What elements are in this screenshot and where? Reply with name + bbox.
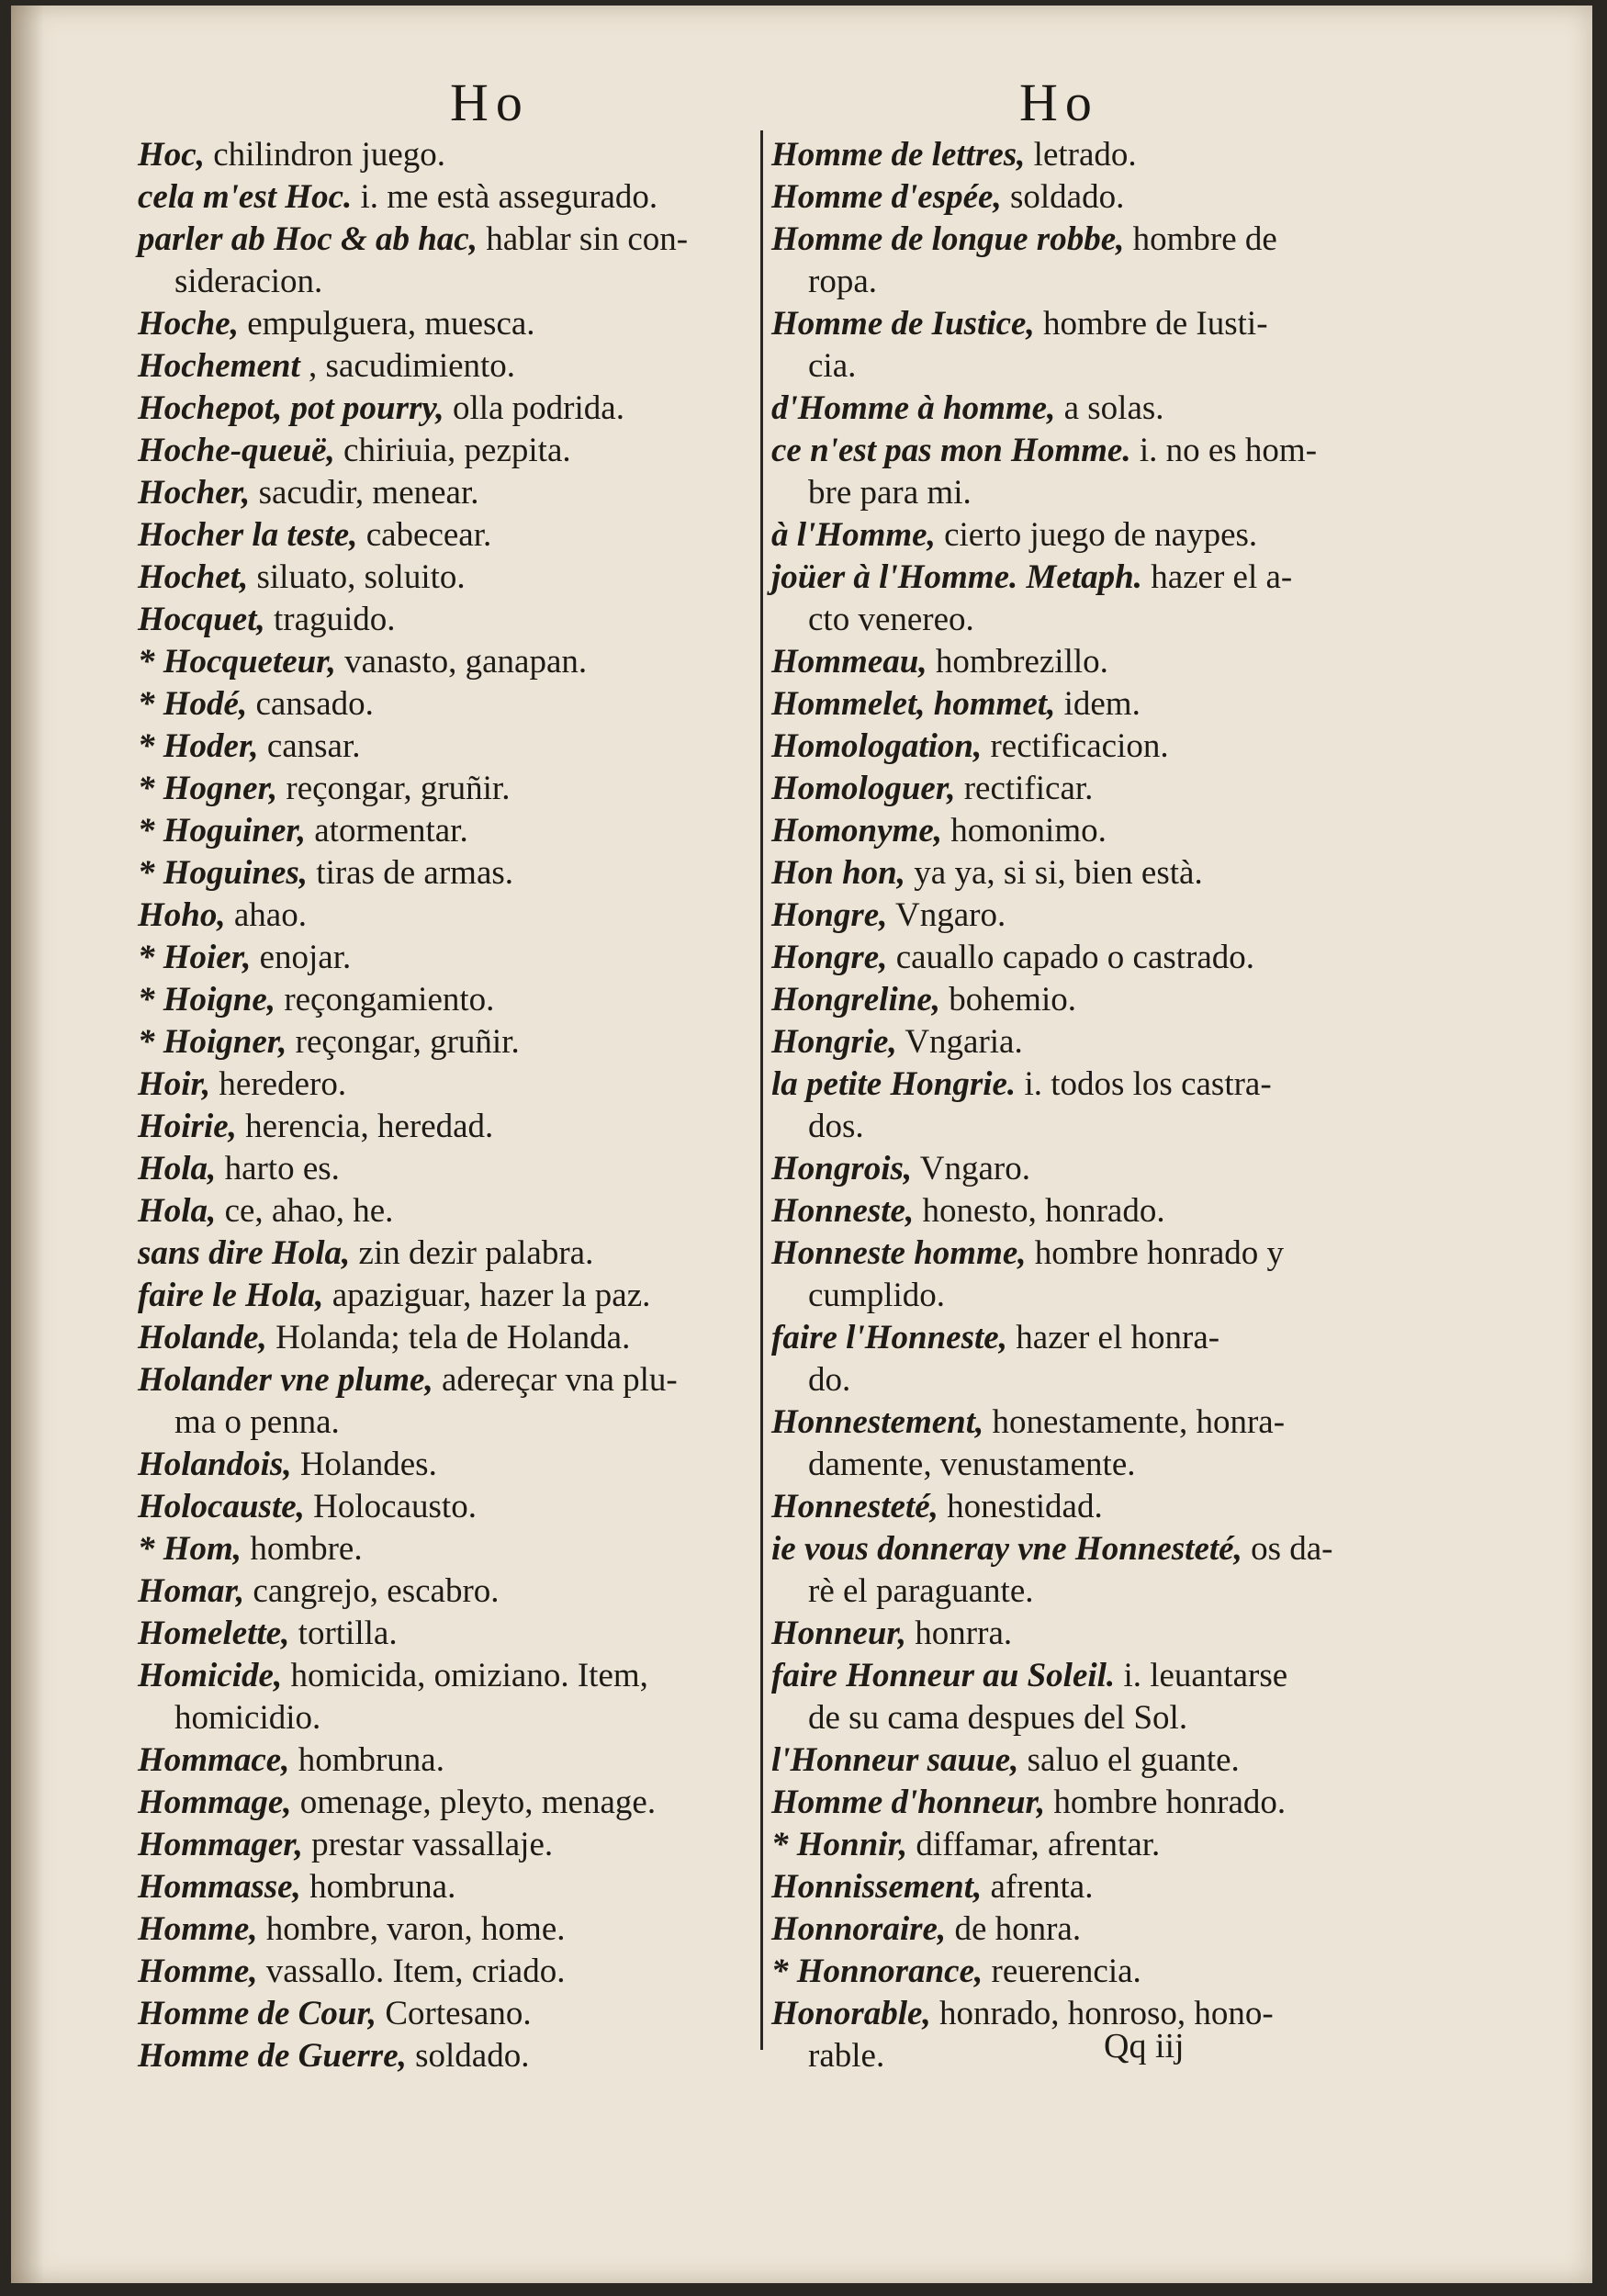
entry-translation: hazer el a-	[1151, 558, 1293, 596]
dictionary-entry	[138, 557, 771, 599]
dictionary-entry	[138, 852, 771, 895]
dictionary-entry	[771, 1359, 1385, 1401]
dictionary-entry	[771, 1486, 1385, 1528]
entry-translation: cabecear.	[365, 516, 492, 554]
dictionary-entry	[771, 1528, 1385, 1570]
entry-translation: honesto, honrado.	[922, 1192, 1165, 1230]
entry-translation: letrado.	[1033, 136, 1137, 174]
entry-translation: cto venereo.	[808, 601, 974, 638]
entry-translation: Cortesano.	[385, 1995, 532, 2032]
entry-headword: Homelette,	[138, 1615, 290, 1652]
entry-translation: hombre de Iusti-	[1042, 305, 1268, 343]
entry-translation: apaziguar, hazer la paz.	[332, 1277, 651, 1314]
entry-headword: Hoho,	[138, 896, 226, 934]
dictionary-entry	[138, 1359, 771, 1401]
dictionary-entry	[771, 345, 1385, 388]
dictionary-entry	[138, 1613, 771, 1655]
entry-headword: Hocquet,	[138, 601, 265, 638]
entry-translation: a solas.	[1063, 389, 1164, 427]
entry-headword: Homme de Cour,	[138, 1995, 377, 2032]
dictionary-entry	[138, 1021, 771, 1064]
entry-headword: Hoche-queuë,	[138, 432, 335, 469]
entry-headword: * Hocqueteur,	[138, 643, 336, 681]
entry-headword: ce n'est pas mon Homme.	[771, 432, 1131, 469]
entry-translation: omenage, pleyto, menage.	[299, 1784, 657, 1821]
dictionary-entry	[771, 1951, 1385, 1993]
dictionary-entry	[771, 1824, 1385, 1866]
entry-headword: Homme d'honneur,	[771, 1784, 1046, 1821]
entry-translation: zin dezir palabra.	[358, 1234, 594, 1272]
dictionary-entry	[138, 810, 771, 852]
entry-headword: * Hoier,	[138, 939, 252, 976]
entry-translation: ahao.	[233, 896, 307, 934]
entry-translation: hombrezillo.	[935, 643, 1108, 681]
entry-headword: * Hoder,	[138, 727, 259, 765]
entry-translation: cia.	[808, 347, 857, 385]
dictionary-entry	[138, 1232, 771, 1275]
entry-headword: Hommage,	[138, 1784, 292, 1821]
dictionary-entry	[771, 1613, 1385, 1655]
entry-headword: * Honnorance,	[771, 1953, 983, 1990]
dictionary-entry	[771, 726, 1385, 768]
entry-headword: faire le Hola,	[138, 1277, 324, 1314]
entry-translation: i. todos los castra-	[1024, 1065, 1272, 1103]
dictionary-entry	[771, 641, 1385, 683]
dictionary-entry	[138, 1486, 771, 1528]
dictionary-entry	[771, 1697, 1385, 1739]
entry-headword: Homme,	[138, 1910, 258, 1948]
entry-translation: tiras de armas.	[316, 854, 514, 892]
entry-headword: * Hoigne,	[138, 981, 276, 1019]
entry-headword: * Hogner,	[138, 770, 278, 807]
dictionary-entry	[138, 1275, 771, 1317]
dictionary-entry	[138, 979, 771, 1021]
entry-headword: Hola,	[138, 1150, 217, 1187]
entry-translation: reuerencia.	[991, 1953, 1141, 1990]
entry-translation: hombre, varon, home.	[265, 1910, 566, 1948]
entry-headword: Hoirie,	[138, 1108, 237, 1145]
dictionary-entry	[138, 1444, 771, 1486]
entry-translation: Holanda; tela de Holanda.	[275, 1319, 631, 1356]
dictionary-entry	[138, 937, 771, 979]
entry-translation: chilindron juego.	[213, 136, 445, 174]
dictionary-entry	[138, 345, 771, 388]
entry-translation: prestar vassallaje.	[311, 1826, 554, 1863]
dictionary-entry	[138, 1655, 771, 1697]
entry-translation: rectificar.	[963, 770, 1094, 807]
dictionary-entry	[771, 1908, 1385, 1951]
entry-translation: hombre de	[1132, 220, 1277, 258]
dictionary-entry	[138, 1993, 771, 2035]
entry-headword: joüer à l'Homme. Metaph.	[771, 558, 1142, 596]
dictionary-entry	[771, 1739, 1385, 1782]
entry-headword: sans dire Hola,	[138, 1234, 351, 1272]
dictionary-entry	[138, 303, 771, 345]
column-rule	[760, 130, 763, 2050]
dictionary-entry	[138, 895, 771, 937]
dictionary-entry	[771, 599, 1385, 641]
dictionary-entry	[138, 1951, 771, 1993]
entry-translation: enojar.	[259, 939, 352, 976]
dictionary-entry	[138, 176, 771, 219]
dictionary-entry	[771, 1021, 1385, 1064]
entry-headword: Hochement	[138, 347, 300, 385]
entry-translation: os da-	[1251, 1530, 1333, 1568]
dictionary-entry	[138, 599, 771, 641]
dictionary-entry	[771, 514, 1385, 557]
entry-headword: Hoc,	[138, 136, 205, 174]
dictionary-entry	[771, 1148, 1385, 1190]
entry-translation: saluo el guante.	[1027, 1741, 1240, 1779]
entry-headword: Holander vne plume,	[138, 1361, 433, 1399]
entry-translation: Vngaria.	[905, 1023, 1023, 1061]
signature-mark: Qq iij	[1104, 2027, 1185, 2065]
entry-headword: Homme,	[138, 1953, 258, 1990]
dictionary-entry	[771, 1401, 1385, 1444]
dictionary-entry	[138, 1697, 771, 1739]
entry-translation: hombruna.	[298, 1741, 444, 1779]
dictionary-entry	[138, 1106, 771, 1148]
entry-translation: herencia, heredad.	[245, 1108, 494, 1145]
entry-translation: ce, ahao, he.	[224, 1192, 394, 1230]
dictionary-entry	[771, 303, 1385, 345]
entry-headword: Homme de longue robbe,	[771, 220, 1125, 258]
entry-headword: cela m'est Hoc.	[138, 178, 353, 216]
entry-headword: Honneste homme,	[771, 1234, 1027, 1272]
entry-headword: d'Homme à homme,	[771, 389, 1056, 427]
dictionary-entry	[138, 726, 771, 768]
dictionary-entry	[138, 1739, 771, 1782]
entry-headword: la petite Hongrie.	[771, 1065, 1017, 1103]
entry-translation: siluato, soluito.	[256, 558, 466, 596]
dictionary-entry	[138, 1824, 771, 1866]
dictionary-entry	[138, 768, 771, 810]
dictionary-entry	[771, 557, 1385, 599]
dictionary-entry	[771, 1570, 1385, 1613]
entry-translation: hombre honrado.	[1053, 1784, 1287, 1821]
entry-translation: olla podrida.	[452, 389, 624, 427]
entry-translation: rectificacion.	[990, 727, 1169, 765]
entry-translation: homonimo.	[950, 812, 1107, 850]
dictionary-entry	[771, 2035, 1385, 2077]
entry-translation: Holandes.	[299, 1446, 437, 1483]
entry-headword: Homicide,	[138, 1657, 283, 1694]
dictionary-entry	[138, 683, 771, 726]
entry-headword: Honneur,	[771, 1615, 907, 1652]
entry-translation: rable.	[808, 2037, 885, 2075]
entry-headword: Honneste,	[771, 1192, 915, 1230]
dictionary-entry	[138, 1317, 771, 1359]
entry-headword: Honnissement,	[771, 1868, 983, 1906]
entry-translation: homicidio.	[174, 1699, 321, 1737]
right-column	[771, 134, 1385, 2077]
entry-headword: Hoche,	[138, 305, 239, 343]
entry-translation: hombre.	[250, 1530, 363, 1568]
entry-translation: diffamar, afrentar.	[916, 1826, 1161, 1863]
dictionary-entry	[771, 1190, 1385, 1232]
entry-headword: Honnestement,	[771, 1403, 984, 1441]
dictionary-entry	[771, 134, 1385, 176]
entry-translation: i. no es hom-	[1139, 432, 1318, 469]
entry-translation: i. leuantarse	[1123, 1657, 1288, 1694]
left-column	[138, 134, 771, 2077]
dictionary-entry	[771, 430, 1385, 472]
entry-translation: hombre honrado y	[1034, 1234, 1285, 1272]
entry-translation: reçongar, gruñir.	[295, 1023, 520, 1061]
entry-translation: vassallo. Item, criado.	[265, 1953, 566, 1990]
entry-headword: Hongreline,	[771, 981, 940, 1019]
entry-translation: Vngaro.	[919, 1150, 1030, 1187]
dictionary-entry	[771, 895, 1385, 937]
dictionary-entry	[771, 979, 1385, 1021]
entry-headword: * Honnir,	[771, 1826, 908, 1863]
entry-translation: adereçar vna plu-	[441, 1361, 678, 1399]
entry-translation: hombruna.	[309, 1868, 456, 1906]
entry-headword: Hochet,	[138, 558, 249, 596]
entry-headword: ie vous donneray vne Honnesteté,	[771, 1530, 1242, 1568]
dictionary-entry	[138, 1866, 771, 1908]
dictionary-entry	[771, 937, 1385, 979]
dictionary-entry	[771, 1106, 1385, 1148]
entry-translation: cangrejo, escabro.	[253, 1572, 500, 1610]
entry-translation: chiriuia, pezpita.	[343, 432, 571, 469]
entry-translation: reçongamiento.	[284, 981, 495, 1019]
entry-headword: Honnesteté,	[771, 1488, 938, 1525]
entry-headword: Hon hon,	[771, 854, 906, 892]
entry-translation: honestamente, honra-	[992, 1403, 1286, 1441]
entry-translation: bohemio.	[949, 981, 1076, 1019]
entry-translation: harto es.	[224, 1150, 340, 1187]
entry-translation: cansado.	[255, 685, 374, 723]
entry-headword: Hommeau,	[771, 643, 927, 681]
entry-translation: bre para mi.	[808, 474, 972, 512]
entry-translation: heredero.	[219, 1065, 347, 1103]
entry-headword: * Hoguiner,	[138, 812, 306, 850]
dictionary-entry	[138, 1401, 771, 1444]
entry-headword: Homme d'espée,	[771, 178, 1002, 216]
dictionary-entry	[138, 514, 771, 557]
entry-translation: Vngaro.	[895, 896, 1006, 934]
entry-translation: cauallo capado o castrado.	[895, 939, 1255, 976]
dictionary-entry	[771, 1444, 1385, 1486]
book-page	[11, 6, 1592, 2283]
entry-translation: honrado, honroso, hono-	[938, 1995, 1274, 2032]
entry-translation: do.	[808, 1361, 851, 1399]
entry-headword: Hommager,	[138, 1826, 303, 1863]
entry-translation: ropa.	[808, 263, 877, 300]
entry-headword: Homologuer,	[771, 770, 956, 807]
entry-headword: * Hoguines,	[138, 854, 309, 892]
entry-headword: faire Honneur au Soleil.	[771, 1657, 1116, 1694]
dictionary-entry	[138, 1148, 771, 1190]
running-head-right: Ho	[1019, 73, 1099, 132]
entry-headword: Hochepot, pot pourry,	[138, 389, 444, 427]
gutter-shadow	[11, 6, 44, 2283]
dictionary-entry	[771, 1317, 1385, 1359]
dictionary-entry	[138, 1782, 771, 1824]
dictionary-entry	[138, 641, 771, 683]
dictionary-entry	[138, 388, 771, 430]
entry-headword: Hongrois,	[771, 1150, 913, 1187]
entry-translation: dos.	[808, 1108, 864, 1145]
entry-translation: ma o penna.	[174, 1403, 340, 1441]
dictionary-entry	[771, 176, 1385, 219]
entry-headword: Homologation,	[771, 727, 983, 765]
entry-headword: Holande,	[138, 1319, 267, 1356]
entry-translation: empulguera, muesca.	[247, 305, 535, 343]
entry-translation: hablar sin con-	[486, 220, 689, 258]
entry-translation: tortilla.	[298, 1615, 398, 1652]
entry-translation: cumplido.	[808, 1277, 946, 1314]
entry-headword: Homme de Guerre,	[138, 2037, 407, 2075]
entry-translation: de su cama despues del Sol.	[808, 1699, 1188, 1737]
entry-headword: Hommelet, hommet,	[771, 685, 1056, 723]
dictionary-entry	[771, 261, 1385, 303]
dictionary-entry	[771, 1064, 1385, 1106]
entry-translation: idem.	[1063, 685, 1141, 723]
entry-translation: soldado.	[1009, 178, 1125, 216]
entry-translation: ya ya, si si, bien està.	[914, 854, 1203, 892]
entry-translation: atormentar.	[314, 812, 468, 850]
dictionary-entry	[138, 472, 771, 514]
entry-headword: Hongrie,	[771, 1023, 897, 1061]
entry-headword: Hongre,	[771, 896, 888, 934]
entry-translation: sacudir, menear.	[258, 474, 479, 512]
entry-headword: Holandois,	[138, 1446, 292, 1483]
dictionary-entry	[771, 1232, 1385, 1275]
dictionary-entry	[771, 388, 1385, 430]
dictionary-entry	[138, 134, 771, 176]
entry-headword: Hocher,	[138, 474, 251, 512]
entry-translation: soldado.	[415, 2037, 530, 2075]
dictionary-entry	[138, 261, 771, 303]
entry-headword: Honorable,	[771, 1995, 931, 2032]
dictionary-entry	[771, 810, 1385, 852]
dictionary-entry	[771, 1866, 1385, 1908]
dictionary-entry	[138, 1570, 771, 1613]
entry-translation: i. me està assegurado.	[360, 178, 658, 216]
entry-headword: Hola,	[138, 1192, 217, 1230]
entry-headword: Homme de Iustice,	[771, 305, 1035, 343]
entry-translation: hazer el honra-	[1016, 1319, 1220, 1356]
dictionary-entry	[138, 2035, 771, 2077]
entry-headword: faire l'Honneste,	[771, 1319, 1007, 1356]
entry-translation: de honra.	[954, 1910, 1082, 1948]
dictionary-entry	[771, 472, 1385, 514]
entry-headword: Hoir,	[138, 1065, 211, 1103]
entry-headword: l'Honneur sauue,	[771, 1741, 1019, 1779]
entry-headword: Homme de lettres,	[771, 136, 1026, 174]
entry-headword: * Hom,	[138, 1530, 242, 1568]
entry-translation: , sacudimiento.	[309, 347, 516, 385]
entry-translation: honestidad.	[947, 1488, 1103, 1525]
dictionary-entry	[138, 1190, 771, 1232]
entry-headword: * Hoigner,	[138, 1023, 287, 1061]
entry-headword: Hongre,	[771, 939, 888, 976]
entry-translation: traguido.	[273, 601, 396, 638]
dictionary-entry	[771, 1993, 1385, 2035]
entry-headword: * Hodé,	[138, 685, 248, 723]
entry-headword: Homonyme,	[771, 812, 943, 850]
entry-translation: sideracion.	[174, 263, 323, 300]
entry-translation: cansar.	[266, 727, 361, 765]
dictionary-entry	[138, 1064, 771, 1106]
dictionary-entry	[138, 219, 771, 261]
entry-translation: afrenta.	[990, 1868, 1094, 1906]
entry-headword: Honnoraire,	[771, 1910, 947, 1948]
entry-translation: damente, venustamente.	[808, 1446, 1136, 1483]
entry-translation: vanasto, ganapan.	[344, 643, 588, 681]
dictionary-entry	[771, 768, 1385, 810]
entry-headword: Holocauste,	[138, 1488, 305, 1525]
dictionary-entry	[771, 683, 1385, 726]
entry-headword: Hommasse,	[138, 1868, 301, 1906]
entry-translation: honrra.	[915, 1615, 1013, 1652]
entry-headword: Hocher la teste,	[138, 516, 358, 554]
dictionary-entry	[771, 1275, 1385, 1317]
dictionary-entry	[771, 1655, 1385, 1697]
dictionary-entry	[138, 1908, 771, 1951]
dictionary-entry	[138, 1528, 771, 1570]
entry-translation: rè el paraguante.	[808, 1572, 1034, 1610]
entry-headword: Hommace,	[138, 1741, 290, 1779]
entry-headword: Homar,	[138, 1572, 245, 1610]
dictionary-entry	[771, 852, 1385, 895]
dictionary-entry	[771, 1782, 1385, 1824]
entry-headword: à l'Homme,	[771, 516, 936, 554]
entry-translation: reçongar, gruñir.	[286, 770, 511, 807]
running-head-left: Ho	[450, 73, 530, 132]
dictionary-entry	[138, 430, 771, 472]
entry-translation: Holocausto.	[313, 1488, 477, 1525]
dictionary-entry	[771, 219, 1385, 261]
entry-translation: homicida, omiziano. Item,	[290, 1657, 648, 1694]
entry-translation: cierto juego de naypes.	[944, 516, 1258, 554]
entry-headword: parler ab Hoc & ab hac,	[138, 220, 478, 258]
